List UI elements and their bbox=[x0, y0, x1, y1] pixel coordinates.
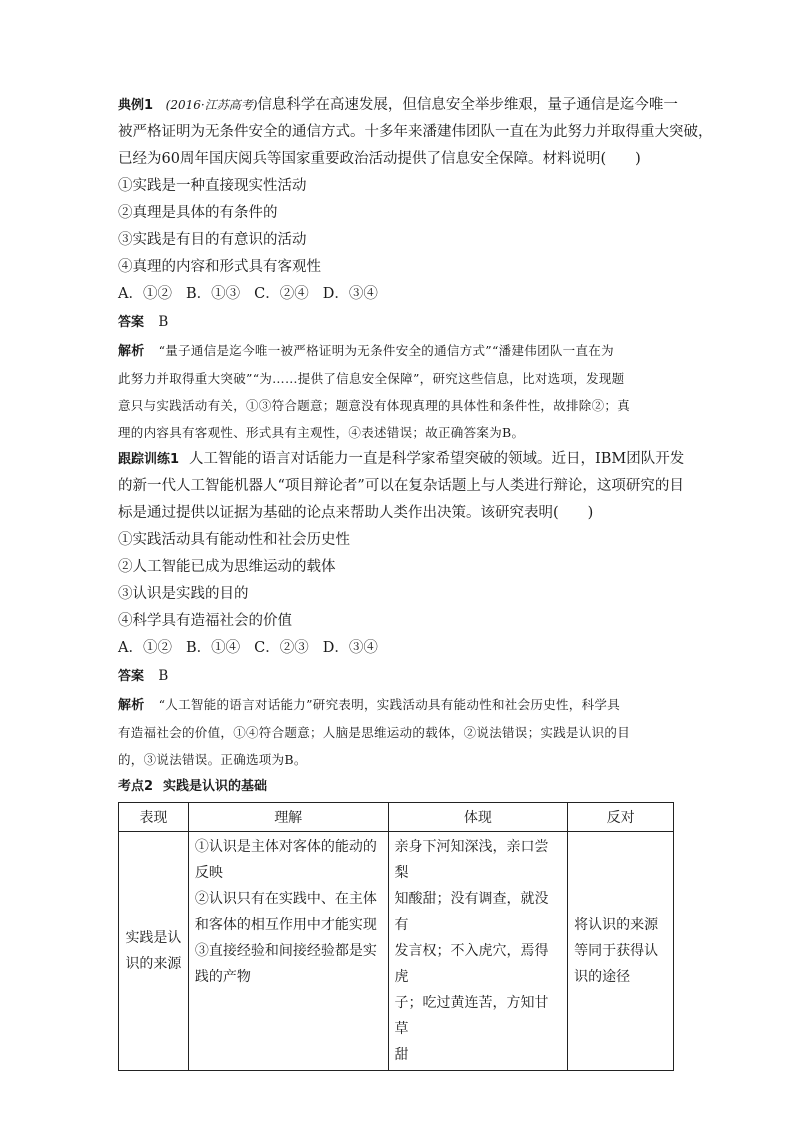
training1-item-2: ②人工智能已成为思维运动的载体 bbox=[118, 559, 336, 575]
example1-item-2: ②真理是具体的有条件的 bbox=[118, 205, 278, 221]
example1-analysis-line3: 意只与实践活动有关，①③符合题意；题意没有体现真理的具体性和条件性，故排除②；真 bbox=[118, 398, 631, 413]
example1-stem-line3: 已经为60周年国庆阅兵等国家重要政治活动提供了信息安全保障。材料说明( ) bbox=[118, 151, 641, 167]
training1-item-4: ④科学具有造福社会的价值 bbox=[118, 613, 292, 629]
training1-analysis bbox=[118, 691, 676, 773]
example1-stem-line2: 被严格证明为无条件安全的通信方式。十多年来潘建伟团队一直在为此努力并取得重大突破， bbox=[118, 124, 713, 140]
example1-analysis-line2: 此努力并取得重大突破”“为……提供了信息安全保障”，研究这些信息，比对选项，发现题 bbox=[118, 371, 625, 386]
kaodian-label: 考点2 bbox=[118, 779, 154, 794]
cell-line: 践的产物 bbox=[194, 969, 251, 985]
cell-line: ①认识是主体对客体的能动的 bbox=[194, 839, 377, 855]
kaodian-heading bbox=[118, 773, 676, 800]
example1-answer-value: B bbox=[158, 314, 169, 330]
example1-source: (2016·江苏高考) bbox=[165, 98, 258, 112]
cell-line: 反映 bbox=[194, 865, 223, 881]
cell-line: 识的来源 bbox=[125, 956, 182, 972]
training1-analysis-line1 bbox=[118, 691, 676, 719]
cell-line: 等同于获得认 bbox=[574, 943, 659, 959]
table-header-cell: 反对 bbox=[568, 803, 674, 832]
table-cell-tixian bbox=[388, 832, 568, 1071]
training1-option-b: B．①④ bbox=[185, 640, 241, 656]
document-page bbox=[118, 92, 713, 1071]
kaodian-title: 实践是认识的基础 bbox=[163, 779, 268, 794]
table-header-cell: 表现 bbox=[119, 803, 189, 832]
training1-option-d: D．③④ bbox=[322, 640, 378, 656]
example1-stem-line1 bbox=[118, 92, 676, 119]
example1-analysis-line4: 理的内容具有客观性、形式具有主观性，④表述错误；故正确答案为B。 bbox=[118, 425, 525, 440]
training1-item-1: ①实践活动具有能动性和社会历史性 bbox=[118, 532, 350, 548]
training1-analysis-text1: “人工智能的语言对话能力”研究表明，实践活动具有能动性和社会历史性，科学具 bbox=[158, 697, 620, 712]
cell-line: 和客体的相互作用中才能实现 bbox=[194, 917, 377, 933]
example1-option-d: D．③④ bbox=[322, 286, 378, 302]
training1-stem-line1 bbox=[118, 446, 685, 473]
training1-answer-label: 答案 bbox=[118, 669, 145, 684]
cell-line: 甜 bbox=[394, 1047, 409, 1063]
training1-answer bbox=[118, 662, 676, 691]
example1-item-3: ③实践是有目的有意识的活动 bbox=[118, 232, 307, 248]
cell-line: ③直接经验和间接经验都是实 bbox=[194, 943, 377, 959]
example1-analysis-text1: “量子通信是迄今唯一被严格证明为无条件安全的通信方式”“潘建伟团队一直在为 bbox=[158, 343, 614, 358]
table-header-cell: 体现 bbox=[388, 803, 568, 832]
table-header-cell: 理解 bbox=[188, 803, 388, 832]
training1-stem-line3: 标是通过提供以证据为基础的论点来帮助人类作出决策。该研究表明( ) bbox=[118, 505, 594, 521]
table-cell-lijie bbox=[188, 832, 388, 1071]
example1-analysis-label: 解析 bbox=[118, 344, 145, 359]
example1-answer-label: 答案 bbox=[118, 315, 145, 330]
training1-analysis-label: 解析 bbox=[118, 698, 145, 713]
example1-label: 典例1 bbox=[118, 98, 154, 113]
table-header-row bbox=[119, 803, 674, 832]
example1-analysis bbox=[118, 337, 676, 446]
table-cell-biaoxian bbox=[119, 832, 189, 1071]
training1-option-c: C．②③ bbox=[254, 640, 309, 656]
training1-options bbox=[118, 635, 676, 662]
training1-option-a: A．①② bbox=[118, 640, 172, 656]
cell-line: 发言权；不入虎穴，焉得虎 bbox=[394, 943, 549, 985]
example1-options bbox=[118, 281, 676, 308]
cell-line: 知酸甜；没有调查，就没有 bbox=[394, 891, 549, 933]
training1-stem-text1: 人工智能的语言对话能力一直是科学家希望突破的领域。近日，IBM团队开发 bbox=[189, 451, 685, 467]
training1-label: 跟踪训练1 bbox=[118, 452, 180, 467]
training1-analysis-line2: 有造福社会的价值，①④符合题意；人脑是思维运动的载体，②说法错误；实践是认识的目 bbox=[118, 725, 631, 740]
cell-line: 子；吃过黄连苦，方知甘草 bbox=[394, 995, 549, 1037]
example1-option-c: C．②④ bbox=[254, 286, 309, 302]
example1-option-a: A．①② bbox=[118, 286, 172, 302]
example1-analysis-line1 bbox=[118, 337, 676, 365]
training1-item-3: ③认识是实践的目的 bbox=[118, 586, 249, 602]
table-row bbox=[119, 832, 674, 1071]
cell-line: 实践是认 bbox=[125, 930, 182, 946]
training1-answer-value: B bbox=[158, 668, 169, 684]
comparison-table bbox=[118, 802, 674, 1071]
example1-answer bbox=[118, 308, 676, 337]
cell-line: 亲身下河知深浅，亲口尝梨 bbox=[394, 839, 549, 881]
example1-stem-text1: 信息科学在高速发展，但信息安全举步维艰，量子通信是迄今唯一 bbox=[257, 97, 678, 113]
table-cell-fandui bbox=[568, 832, 674, 1071]
training1-analysis-line3: 的，③说法错误。正确选项为B。 bbox=[118, 752, 307, 767]
example1-item-1: ①实践是一种直接现实性活动 bbox=[118, 178, 307, 194]
example1-item-4: ④真理的内容和形式具有客观性 bbox=[118, 259, 321, 275]
cell-line: ②认识只有在实践中、在主体 bbox=[194, 891, 377, 907]
cell-line: 将认识的来源 bbox=[574, 917, 659, 933]
cell-line: 识的途径 bbox=[574, 969, 631, 985]
training1-stem-line2: 的新一代人工智能机器人“项目辩论者”可以在复杂话题上与人类进行辩论，这项研究的目 bbox=[118, 478, 684, 494]
example1-option-b: B．①③ bbox=[185, 286, 241, 302]
